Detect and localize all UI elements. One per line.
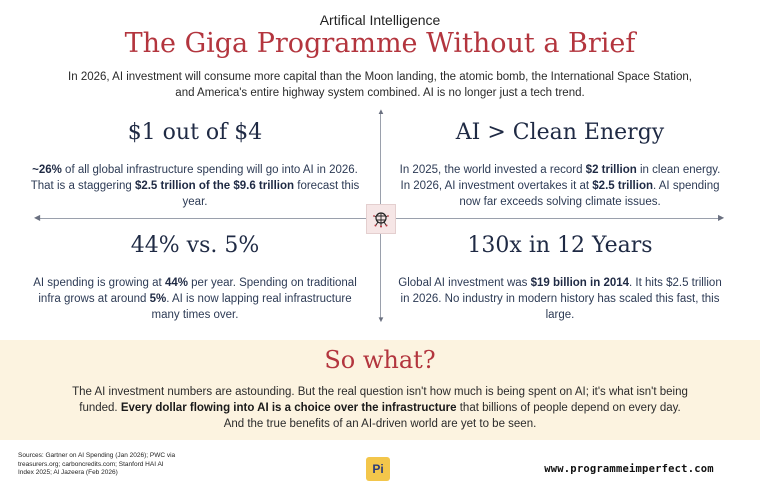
quadrant-heading: 130x in 12 Years — [467, 233, 653, 258]
body-text: Global AI investment was — [398, 277, 531, 289]
quadrant-body — [30, 275, 360, 323]
page-title: The Giga Programme Without a Brief — [124, 28, 636, 59]
arrow-right-icon: ▶ — [718, 213, 725, 222]
circuit-brain-icon — [366, 204, 396, 234]
quadrant-heading: $1 out of $4 — [127, 120, 263, 145]
emphasis-text: $2.5 trillion — [592, 180, 653, 192]
quadrant-share — [30, 120, 360, 208]
so-what-body — [68, 384, 692, 432]
emphasis-text: 5% — [149, 293, 167, 305]
emphasis-text: ~26% — [32, 164, 62, 176]
body-text: . It hits $2.5 trillion in 2026. No industry in modern history has scaled this fast, this large. — [400, 277, 722, 321]
quadrant-body — [395, 162, 725, 210]
arrow-up-icon: ▲ — [377, 107, 385, 116]
kicker-label: Artifical Intelligence — [319, 12, 441, 28]
emphasis-text: 44% — [164, 277, 188, 289]
body-text: per year. Spending on traditional infra grows at around — [38, 277, 357, 305]
arrow-left-icon: ◀ — [34, 213, 41, 222]
body-text: AI spending is growing at — [33, 277, 165, 289]
body-text: in clean energy. In 2026, AI investment overtakes it at — [400, 164, 721, 192]
website-link[interactable]: www.programmeimperfect.com — [544, 463, 714, 475]
body-text: . AI spending now far exceeds solving climate issues. — [459, 180, 720, 208]
so-what-heading: So what? — [324, 346, 436, 374]
arrow-down-icon: ▼ — [377, 315, 385, 324]
body-text: that billions of people depend on every day. And the true benefits of an AI-driven world are yet to be seen. — [223, 402, 681, 430]
quadrant-body — [395, 275, 725, 323]
emphasis-text: Every dollar flowing into AI is a choice over the infrastructure — [120, 402, 457, 414]
quadrant-growth — [30, 233, 360, 321]
brand-logo: Pi — [366, 457, 390, 481]
quadrant-scale — [395, 233, 725, 321]
so-what-panel — [0, 340, 760, 440]
body-text: In 2025, the world invested a record — [399, 164, 586, 176]
intro-text: In 2026, AI investment will consume more capital than the Moon landing, the atomic bomb, the International Space Station, and America's entire highway system combined. AI is no longer just a tech trend. — [68, 71, 692, 99]
body-text: forecast this year. — [182, 180, 360, 208]
body-text: The AI investment numbers are astounding. But the real question isn't how much is being spent on AI; it's what isn't being funded. — [72, 386, 688, 414]
sources-note: Sources: Gartner on AI Spending (Jan 2026); PWC via treasurers.org; carboncredits.com; Stanford HAI AI Index 2025; Al Jazeera (Feb 2026) — [18, 452, 176, 476]
emphasis-text: $19 billion in 2014 — [530, 277, 630, 289]
quadrant-heading: 44% vs. 5% — [130, 233, 260, 258]
quadrant-body — [30, 162, 360, 210]
quadrant-heading: AI > Clean Energy — [455, 120, 665, 145]
emphasis-text: $2.5 trillion of the $9.6 trillion — [134, 180, 295, 192]
body-text: . AI is now lapping real infrastructure many times over. — [151, 293, 352, 321]
emphasis-text: $2 trillion — [585, 164, 637, 176]
body-text: of all global infrastructure spending will go into AI in 2026. That is a staggering — [30, 164, 358, 192]
quadrant-clean-energy — [395, 120, 725, 208]
